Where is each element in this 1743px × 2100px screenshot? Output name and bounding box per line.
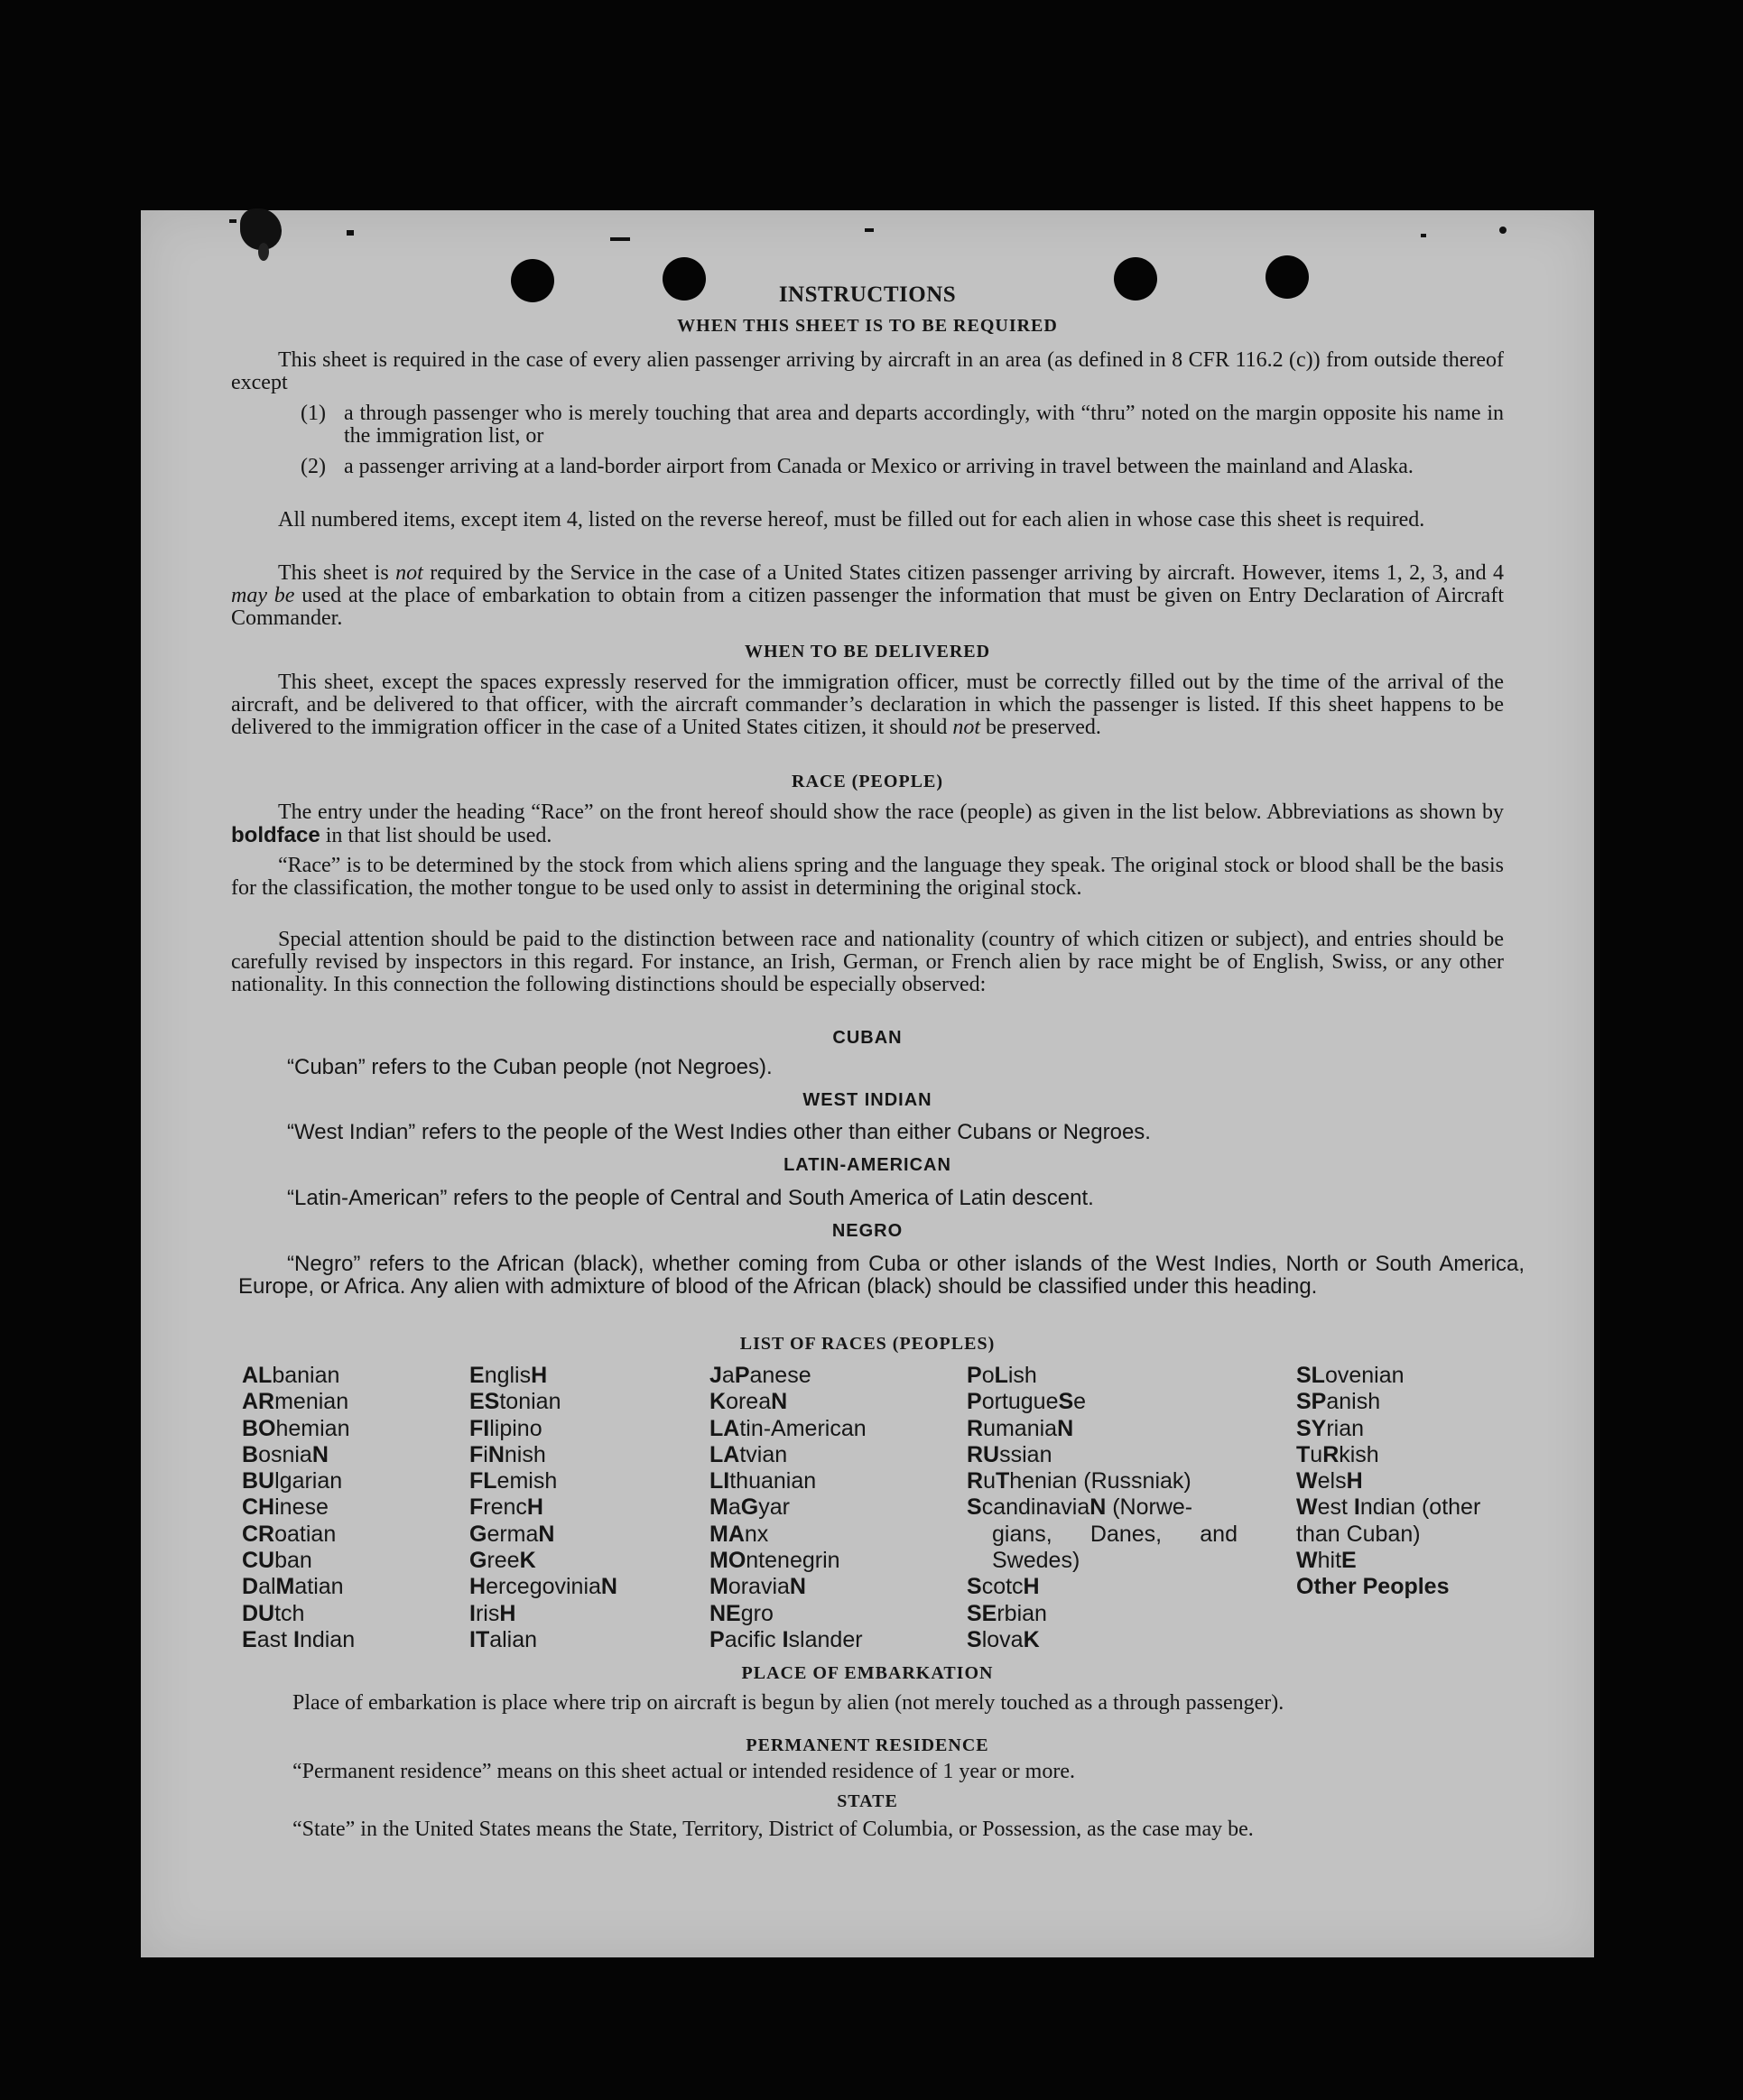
race-entry bbox=[709, 1468, 867, 1494]
race-entry bbox=[1296, 1389, 1531, 1415]
race-text: e bbox=[1073, 1389, 1087, 1415]
race-entry bbox=[469, 1601, 617, 1627]
ink-drip bbox=[258, 243, 269, 261]
race-entry bbox=[709, 1363, 867, 1389]
race-text: hit bbox=[1317, 1548, 1342, 1574]
abbr: LA bbox=[709, 1415, 740, 1441]
abbr: M bbox=[275, 1574, 295, 1600]
race-text: a bbox=[721, 1363, 735, 1388]
abbr: NE bbox=[709, 1600, 741, 1626]
abbr: I bbox=[782, 1626, 789, 1652]
abbr: IT bbox=[469, 1626, 490, 1652]
race-text: henian (Russniak) bbox=[1009, 1468, 1191, 1494]
west-indian-definition: “West Indian” refers to the people of the West Indies other than either Cubans or Negroes. bbox=[287, 1120, 1151, 1144]
abbr: LI bbox=[709, 1468, 730, 1494]
race-entry bbox=[469, 1522, 617, 1548]
race-text: ris bbox=[475, 1600, 500, 1626]
abbr: BO bbox=[242, 1415, 276, 1441]
race-text: gro bbox=[740, 1600, 774, 1626]
abbr: T bbox=[1296, 1441, 1311, 1467]
race-entry bbox=[709, 1601, 867, 1627]
race-text: lova bbox=[981, 1626, 1024, 1652]
west-indian-heading: WEST INDIAN bbox=[802, 1090, 932, 1110]
race-entry bbox=[469, 1442, 617, 1468]
race-text: ortugue bbox=[981, 1389, 1059, 1415]
abbr: CU bbox=[242, 1548, 275, 1574]
abbr: G bbox=[469, 1548, 487, 1574]
race-text: est bbox=[1317, 1494, 1354, 1521]
abbr: G bbox=[740, 1494, 759, 1521]
race-entry bbox=[242, 1574, 355, 1600]
race-entry bbox=[469, 1468, 617, 1494]
paragraph-text: “Negro” refers to the African (black), whether coming from Cuba or other islands of the West Indies, North or South America, Europe, or Africa. Any alien with admixture of blood of the African (black) should be classified under this heading. bbox=[238, 1252, 1525, 1299]
race-text: umania bbox=[983, 1415, 1058, 1441]
abbr: I bbox=[1353, 1494, 1360, 1521]
abbr: L bbox=[994, 1363, 1008, 1388]
speck bbox=[1421, 234, 1426, 237]
race-entry-other-peoples: Other Peoples bbox=[1296, 1574, 1450, 1600]
abbr: N bbox=[1057, 1415, 1074, 1441]
item-text: a through passenger who is merely touching that area and departs accordingly, with “thru” noted on the margin opposite his name in the immigration list, or bbox=[344, 402, 1504, 448]
race-text: nish bbox=[504, 1441, 546, 1467]
text-run: in that list should be used. bbox=[325, 824, 552, 847]
permanent-residence-paragraph bbox=[246, 1761, 1516, 1783]
abbr: P bbox=[967, 1363, 982, 1388]
paragraph-text: All numbered items, except item 4, listed on the reverse hereof, must be filled out for each alien in whose case this sheet is required. bbox=[278, 508, 1425, 532]
race-entry bbox=[709, 1389, 867, 1415]
race-entry bbox=[469, 1389, 617, 1415]
race-text: kish bbox=[1339, 1441, 1379, 1467]
abbr: H bbox=[1346, 1468, 1363, 1494]
race-entry-white bbox=[1296, 1548, 1531, 1574]
race-entry bbox=[1296, 1468, 1531, 1494]
race-entry bbox=[967, 1416, 1238, 1442]
race-text: nx bbox=[744, 1521, 769, 1547]
when-required-heading: WHEN THIS SHEET IS TO BE REQUIRED bbox=[677, 316, 1058, 336]
race-text: ndian (other bbox=[1359, 1494, 1481, 1521]
abbr: MO bbox=[709, 1548, 746, 1574]
race-text: al bbox=[258, 1574, 276, 1600]
race-text: rbian bbox=[997, 1600, 1047, 1626]
abbr: ES bbox=[469, 1389, 500, 1415]
race-text: rian bbox=[1326, 1415, 1365, 1441]
abbr: BU bbox=[242, 1468, 275, 1494]
race-text: ban bbox=[274, 1548, 312, 1574]
when-delivered-paragraph bbox=[231, 671, 1504, 739]
speck bbox=[610, 237, 630, 241]
list-of-races-heading: LIST OF RACES (PEOPLES) bbox=[739, 1334, 996, 1354]
abbr: N bbox=[487, 1441, 505, 1467]
abbr: H bbox=[499, 1600, 516, 1626]
race-text: alian bbox=[489, 1626, 538, 1652]
abbr: W bbox=[1296, 1494, 1318, 1521]
race-entry bbox=[967, 1627, 1238, 1653]
abbr: R bbox=[1322, 1441, 1340, 1467]
abbr: CR bbox=[242, 1521, 275, 1547]
abbr: S bbox=[1058, 1389, 1074, 1415]
abbr: H bbox=[469, 1574, 487, 1600]
abbr: G bbox=[469, 1521, 487, 1547]
race-entry bbox=[709, 1494, 867, 1521]
race-entry bbox=[242, 1468, 355, 1494]
race-text: ast bbox=[256, 1626, 293, 1652]
race-text: i bbox=[483, 1441, 488, 1467]
intro-text: This sheet is required in the case of every alien passenger arriving by aircraft in an area (as defined in 8 CFR 116.2 (c)) from outside thereof except bbox=[231, 348, 1504, 394]
race-entry bbox=[242, 1389, 355, 1415]
race-entry bbox=[469, 1416, 617, 1442]
abbr: H bbox=[1023, 1574, 1040, 1600]
race-entry bbox=[242, 1522, 355, 1548]
italic-not: not bbox=[952, 716, 980, 739]
race-entry bbox=[709, 1416, 867, 1442]
race-entry bbox=[242, 1494, 355, 1521]
abbr: N bbox=[789, 1574, 806, 1600]
race-entry bbox=[242, 1601, 355, 1627]
state-paragraph bbox=[246, 1818, 1516, 1841]
abbr: K bbox=[519, 1548, 536, 1574]
abbr: I bbox=[292, 1626, 300, 1652]
race-entry bbox=[1296, 1442, 1531, 1468]
abbr: R bbox=[967, 1468, 984, 1494]
race-text: slander bbox=[788, 1626, 863, 1652]
race-text: candinavia bbox=[981, 1494, 1090, 1521]
race-text: tonian bbox=[499, 1389, 561, 1415]
paragraph-text bbox=[231, 671, 1504, 739]
abbr: FI bbox=[469, 1415, 490, 1441]
abbr: S bbox=[967, 1494, 982, 1521]
negro-definition bbox=[238, 1253, 1525, 1298]
race-text: anese bbox=[749, 1363, 811, 1388]
paragraph-text bbox=[231, 801, 1504, 847]
abbr: H bbox=[531, 1363, 548, 1388]
race-entry bbox=[967, 1468, 1238, 1494]
italic-may-be: may be bbox=[231, 584, 295, 607]
race-text: lgarian bbox=[274, 1468, 343, 1494]
race-text: tch bbox=[274, 1600, 305, 1626]
negro-heading: NEGRO bbox=[831, 1221, 904, 1241]
text-run: used at the place of embarkation to obtain from a citizen passenger the information that must be given on Entry Declaration of Aircraft Commander. bbox=[231, 584, 1504, 630]
race-text: ssian bbox=[999, 1441, 1052, 1467]
race-text: gians, Danes, and bbox=[992, 1521, 1238, 1547]
races-column-1 bbox=[242, 1363, 355, 1653]
abbr: K bbox=[709, 1389, 727, 1415]
text-run: This sheet is bbox=[278, 561, 389, 585]
abbr: SP bbox=[1296, 1389, 1327, 1415]
race-entry bbox=[469, 1548, 617, 1574]
abbr: P bbox=[734, 1363, 750, 1388]
paragraph-text: Place of embarkation is place where trip on aircraft is begun by alien (not merely touched as a through passenger). bbox=[292, 1691, 1284, 1715]
abbr: D bbox=[242, 1574, 259, 1600]
race-text: ovenian bbox=[1324, 1363, 1405, 1388]
abbr: E bbox=[1341, 1548, 1357, 1574]
abbr: CH bbox=[242, 1494, 275, 1521]
abbr: AR bbox=[242, 1389, 275, 1415]
races-column-3 bbox=[709, 1363, 867, 1653]
race-text: ercegovinia bbox=[486, 1574, 601, 1600]
abbr: J bbox=[709, 1363, 722, 1388]
race-text: orea bbox=[726, 1389, 772, 1415]
race-entry bbox=[967, 1601, 1238, 1627]
race-text: lipino bbox=[489, 1415, 542, 1441]
abbr: N bbox=[600, 1574, 617, 1600]
race-heading: RACE (PEOPLE) bbox=[792, 772, 943, 791]
abbr: F bbox=[469, 1441, 484, 1467]
race-entry bbox=[709, 1574, 867, 1600]
race-text: banian bbox=[272, 1363, 340, 1388]
race-text: yar bbox=[758, 1494, 790, 1521]
race-entry bbox=[709, 1442, 867, 1468]
race-text: hemian bbox=[275, 1415, 350, 1441]
item-number: (2) bbox=[301, 455, 326, 478]
abbr: E bbox=[469, 1363, 485, 1388]
race-text: emish bbox=[496, 1468, 558, 1494]
race-text: nglis bbox=[484, 1363, 532, 1388]
bold-boldface: boldface bbox=[231, 823, 320, 847]
text-run: be preserved. bbox=[986, 716, 1101, 739]
embarkation-paragraph bbox=[246, 1692, 1516, 1715]
abbr: E bbox=[242, 1626, 257, 1652]
race-text: u bbox=[983, 1468, 996, 1494]
race-entry bbox=[469, 1494, 617, 1521]
abbr: K bbox=[1023, 1626, 1040, 1652]
race-entry-west-indian bbox=[1296, 1494, 1531, 1548]
latin-american-definition: “Latin-American” refers to the people of Central and South America of Latin descent. bbox=[287, 1186, 1094, 1210]
abbr: F bbox=[469, 1494, 484, 1521]
abbr: H bbox=[526, 1494, 543, 1521]
cuban-definition: “Cuban” refers to the Cuban people (not Negroes). bbox=[287, 1055, 773, 1079]
race-text: oatian bbox=[274, 1521, 337, 1547]
race-entry bbox=[469, 1363, 617, 1389]
exception-item-2 bbox=[301, 455, 1504, 478]
race-text: tin-American bbox=[739, 1415, 867, 1441]
race-text: tvian bbox=[739, 1441, 788, 1467]
text-run: required by the Service in the case of a United States citizen passenger arriving by aircraft. However, items 1, 2, 3, and 4 bbox=[430, 561, 1504, 585]
race-entry bbox=[709, 1627, 867, 1653]
paragraph-text: “Race” is to be determined by the stock from which aliens spring and the language they speak. The original stock or blood shall be the basis for the classification, the mother tongue to be used only to assist in determining the original stock. bbox=[231, 854, 1504, 900]
numbered-items-paragraph bbox=[231, 509, 1504, 532]
race-text: Swedes) bbox=[992, 1548, 1080, 1574]
text-run: The entry under the heading “Race” on the front hereof should show the race (people) as given in the list below. Abbreviations as shown by bbox=[278, 800, 1504, 824]
abbr: MA bbox=[709, 1521, 745, 1547]
races-column-5 bbox=[1296, 1363, 1531, 1601]
race-text: ntenegrin bbox=[746, 1548, 840, 1574]
abbr: SE bbox=[967, 1600, 997, 1626]
race-text: ndian bbox=[299, 1626, 356, 1652]
embarkation-heading: PLACE OF EMBARKATION bbox=[741, 1663, 994, 1683]
abbr: SL bbox=[1296, 1363, 1325, 1388]
race-text: atian bbox=[294, 1574, 344, 1600]
race-text: u bbox=[1310, 1441, 1323, 1467]
cuban-heading: CUBAN bbox=[832, 1028, 903, 1048]
race-text: cotc bbox=[981, 1574, 1024, 1600]
race-text: o bbox=[981, 1363, 995, 1388]
abbr: N bbox=[311, 1441, 329, 1467]
speck bbox=[1499, 227, 1507, 234]
permanent-residence-heading: PERMANENT RESIDENCE bbox=[746, 1735, 989, 1755]
race-entry bbox=[967, 1389, 1238, 1415]
race-text: thuanian bbox=[729, 1468, 817, 1494]
speck bbox=[229, 219, 236, 223]
item-number: (1) bbox=[301, 402, 326, 425]
paragraph-text: “State” in the United States means the State, Territory, District of Columbia, or Possession, as the case may be. bbox=[292, 1818, 1254, 1841]
race-paragraph-3 bbox=[231, 929, 1504, 996]
race-entry-scandinavian bbox=[967, 1494, 1238, 1574]
citizen-paragraph bbox=[231, 562, 1504, 630]
race-entry bbox=[242, 1363, 355, 1389]
abbr: I bbox=[469, 1600, 476, 1626]
state-heading: STATE bbox=[837, 1791, 898, 1811]
abbr: AL bbox=[242, 1363, 273, 1388]
abbr: B bbox=[242, 1441, 259, 1467]
instruction-sheet bbox=[141, 210, 1594, 1957]
race-entry bbox=[709, 1548, 867, 1574]
abbr: FL bbox=[469, 1468, 497, 1494]
abbr: N bbox=[538, 1521, 555, 1547]
latin-american-heading: LATIN-AMERICAN bbox=[783, 1155, 951, 1175]
paragraph-text: Special attention should be paid to the distinction between race and nationality (country of which citizen or subject), and entries should be carefully revised by inspectors in this regard. For instance, an Irish, German, or French alien by race might be of English, Swiss, or any other nationality. In this connection the following distinctions should be especially observed: bbox=[231, 928, 1504, 996]
text-run: This sheet, except the spaces expressly reserved for the immigration officer, must be correctly filled out by the time of the arrival of the aircraft, and be delivered to that officer, with the aircraft commander’s declaration in which the passenger is listed. If this sheet happens to be delivered to the immigration officer in the case of a United States citizen, it should bbox=[231, 671, 1504, 739]
italic-not: not bbox=[395, 561, 423, 585]
abbr: T bbox=[995, 1468, 1010, 1494]
race-text: acific bbox=[724, 1626, 783, 1652]
race-entry bbox=[967, 1442, 1238, 1468]
race-entry bbox=[469, 1627, 617, 1653]
race-entry bbox=[967, 1363, 1238, 1389]
races-column-2 bbox=[469, 1363, 617, 1653]
speck bbox=[347, 230, 354, 236]
abbr: P bbox=[967, 1389, 982, 1415]
race-text: osnia bbox=[258, 1441, 312, 1467]
abbr: DU bbox=[242, 1600, 275, 1626]
race-text: (Norwe- bbox=[1106, 1494, 1193, 1521]
race-entry bbox=[242, 1442, 355, 1468]
race-text: erma bbox=[487, 1521, 539, 1547]
race-entry bbox=[709, 1522, 867, 1548]
races-column-4 bbox=[967, 1363, 1238, 1653]
race-paragraph-1 bbox=[231, 801, 1504, 847]
race-entry bbox=[967, 1574, 1238, 1600]
race-entry bbox=[1296, 1363, 1531, 1389]
abbr: M bbox=[709, 1494, 728, 1521]
race-entry bbox=[469, 1574, 617, 1600]
paragraph-text bbox=[231, 562, 1504, 630]
race-text: a bbox=[728, 1494, 741, 1521]
speck bbox=[865, 228, 874, 232]
abbr: R bbox=[967, 1415, 984, 1441]
race-text: menian bbox=[274, 1389, 349, 1415]
when-required-intro bbox=[231, 349, 1504, 394]
abbr: N bbox=[771, 1389, 788, 1415]
paragraph-text: “Permanent residence” means on this sheet actual or intended residence of 1 year or more. bbox=[292, 1760, 1075, 1783]
abbr: LA bbox=[709, 1441, 740, 1467]
abbr: RU bbox=[967, 1441, 1000, 1467]
race-text: anish bbox=[1326, 1389, 1381, 1415]
abbr: N bbox=[1089, 1494, 1107, 1521]
race-entry bbox=[242, 1627, 355, 1653]
race-text: els bbox=[1317, 1468, 1347, 1494]
race-entry bbox=[242, 1416, 355, 1442]
race-text: than Cuban) bbox=[1296, 1521, 1421, 1547]
abbr: S bbox=[967, 1626, 982, 1652]
abbr: SY bbox=[1296, 1415, 1327, 1441]
race-paragraph-2 bbox=[231, 855, 1504, 900]
abbr: W bbox=[1296, 1468, 1318, 1494]
race-text: oravia bbox=[728, 1574, 790, 1600]
when-delivered-heading: WHEN TO BE DELIVERED bbox=[744, 642, 991, 661]
race-text: inese bbox=[274, 1494, 329, 1521]
abbr: W bbox=[1296, 1548, 1318, 1574]
item-text: a passenger arriving at a land-border airport from Canada or Mexico or arriving in travel between the mainland and Alaska. bbox=[344, 455, 1414, 478]
abbr: M bbox=[709, 1574, 728, 1600]
abbr: S bbox=[967, 1574, 982, 1600]
race-entry bbox=[242, 1548, 355, 1574]
race-text: renc bbox=[483, 1494, 527, 1521]
race-entry bbox=[1296, 1416, 1531, 1442]
instructions-title: INSTRUCTIONS bbox=[778, 282, 957, 307]
abbr: P bbox=[709, 1626, 725, 1652]
race-text: ish bbox=[1007, 1363, 1037, 1388]
race-text: ree bbox=[487, 1548, 520, 1574]
exception-item-1 bbox=[301, 402, 1504, 448]
